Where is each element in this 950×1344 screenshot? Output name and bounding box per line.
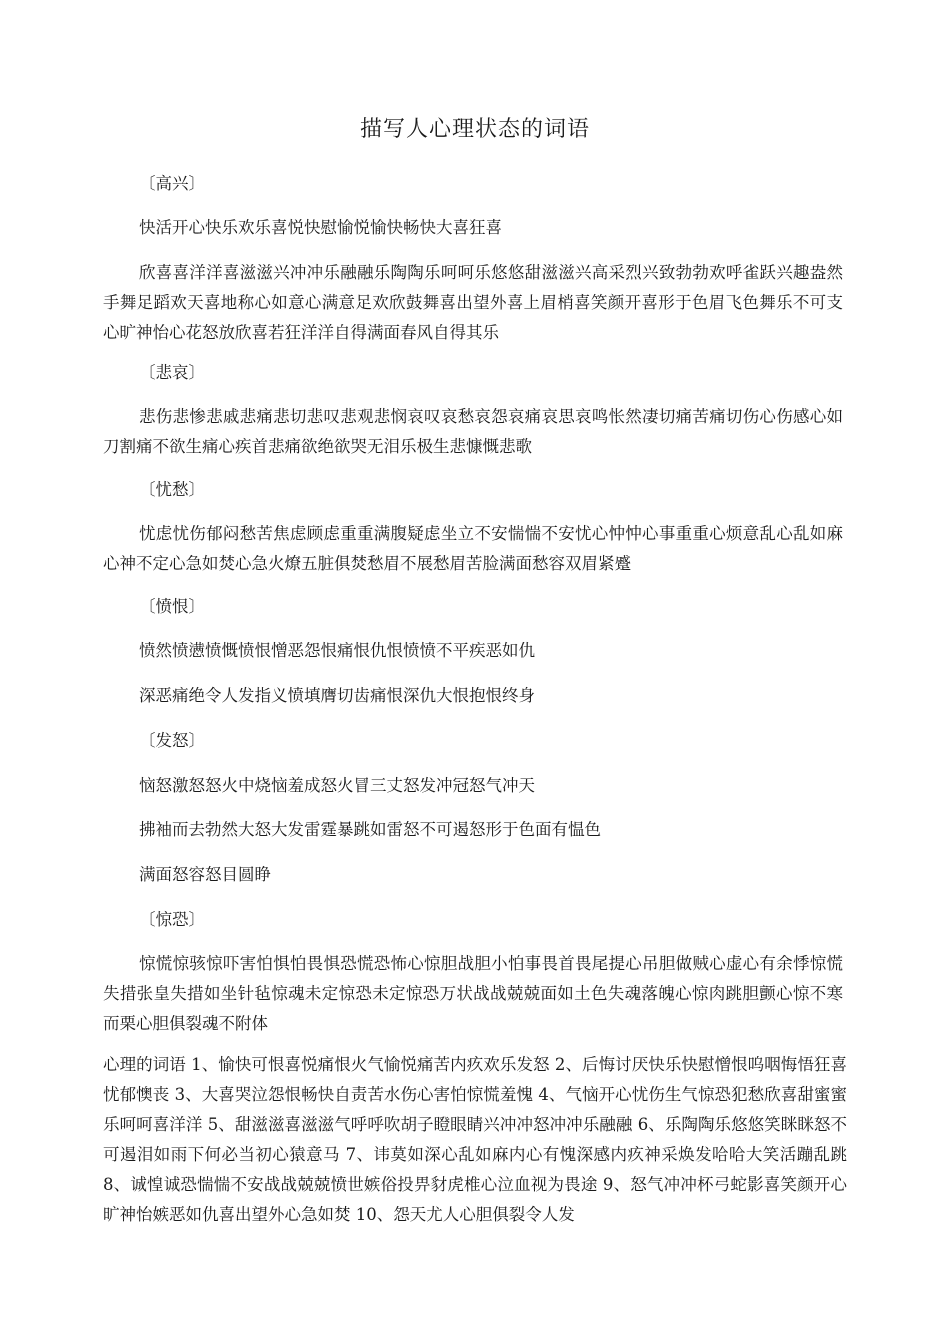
section-resentment-paragraph-1: 愤然愤懑愤慨愤恨憎恶怨恨痛恨仇恨愤愤不平疾恶如仇: [139, 641, 535, 660]
section-anger-paragraph-1: 恼怒激怒怒火中烧恼羞成怒火冒三丈怒发冲冠怒气冲天: [139, 776, 535, 795]
section-heading-sad: 〔悲哀〕: [139, 363, 205, 382]
section-happy-paragraph-1: 快活开心快乐欢乐喜悦快慰愉悦愉快畅快大喜狂喜: [139, 218, 502, 237]
section-heading-happy: 〔高兴〕: [139, 174, 205, 193]
section-heading-worry: 〔忧愁〕: [139, 480, 205, 499]
section-heading-fear: 〔惊恐〕: [139, 910, 205, 929]
section-happy-paragraph-2: 欣喜喜洋洋喜滋滋兴冲冲乐融融乐陶陶乐呵呵乐悠悠甜滋滋兴高采烈兴致勃勃欢呼雀跃兴趣盎然手舞足蹈欢天喜地称心如意心满意足欢欣鼓舞喜出望外喜上眉梢喜笑颜开喜形于色眉飞色舞乐不可支心旷神怡心花怒放欣喜若狂洋洋自得满面春风自得其乐: [103, 263, 843, 342]
section-heading-resentment: 〔愤恨〕: [139, 597, 205, 616]
section-fear-paragraph-1: 惊慌惊骇惊吓害怕惧怕畏惧恐慌恐怖心惊胆战胆小怕事畏首畏尾提心吊胆做贼心虚心有余悸惊慌失措张皇失措如坐针毡惊魂未定惊恐未定惊恐万状战战兢兢面如土色失魂落魄心惊肉跳胆颤心惊不寒而栗心胆俱裂魂不附体: [103, 954, 843, 1033]
section-sad-paragraph-1: 悲伤悲惨悲戚悲痛悲切悲叹悲观悲悯哀叹哀愁哀怨哀痛哀思哀鸣怅然凄切痛苦痛切伤心伤感心如刀割痛不欲生痛心疾首悲痛欲绝欲哭无泪乐极生悲慷慨悲歌: [103, 407, 843, 456]
section-heading-anger: 〔发怒〕: [139, 731, 205, 750]
section-resentment-paragraph-2: 深恶痛绝令人发指义愤填膺切齿痛恨深仇大恨抱恨终身: [139, 686, 535, 705]
closing-paragraph: 心理的词语 1、愉快可恨喜悦痛恨火气愉悦痛苦内疚欢乐发怒 2、后悔讨厌快乐快慰憎恨呜咽悔悟狂喜忧郁懊丧 3、大喜哭泣怨恨畅快自责苦水伤心害怕惊慌羞愧 4、气恼开心忧伤生气惊恐犯愁欣喜甜蜜蜜乐呵呵喜洋洋 5、甜滋滋喜滋滋气呼呼吹胡子瞪眼睛兴冲冲怒冲冲乐融融 6、乐陶陶乐悠悠笑眯眯怒不可遏泪如雨下何必当初心猿意马 7、讳莫如深心乱如麻内心有愧深感内疚神采焕发哈哈大笑活蹦乱跳 8、诚惶诚恐惴惴不安战战兢兢愤世嫉俗投畀豺虎椎心泣血视为畏途 9、怒气冲冲杯弓蛇影喜笑颜开心旷神怡嫉恶如仇喜出望外心急如焚 10、怨天尤人心胆俱裂令人发: [103, 1055, 847, 1224]
section-worry-paragraph-1: 忧虑忧伤郁闷愁苦焦虑顾虑重重满腹疑虑坐立不安惴惴不安忧心忡忡心事重重心烦意乱心乱如麻心神不定心急如焚心急火燎五脏俱焚愁眉不展愁眉苦脸满面愁容双眉紧蹙: [103, 524, 843, 573]
section-anger-paragraph-3: 满面怒容怒目圆睁: [139, 865, 271, 884]
section-anger-paragraph-2: 拂袖而去勃然大怒大发雷霆暴跳如雷怒不可遏怒形于色面有愠色: [139, 820, 601, 839]
page-title: 描写人心理状态的词语: [359, 117, 590, 142]
